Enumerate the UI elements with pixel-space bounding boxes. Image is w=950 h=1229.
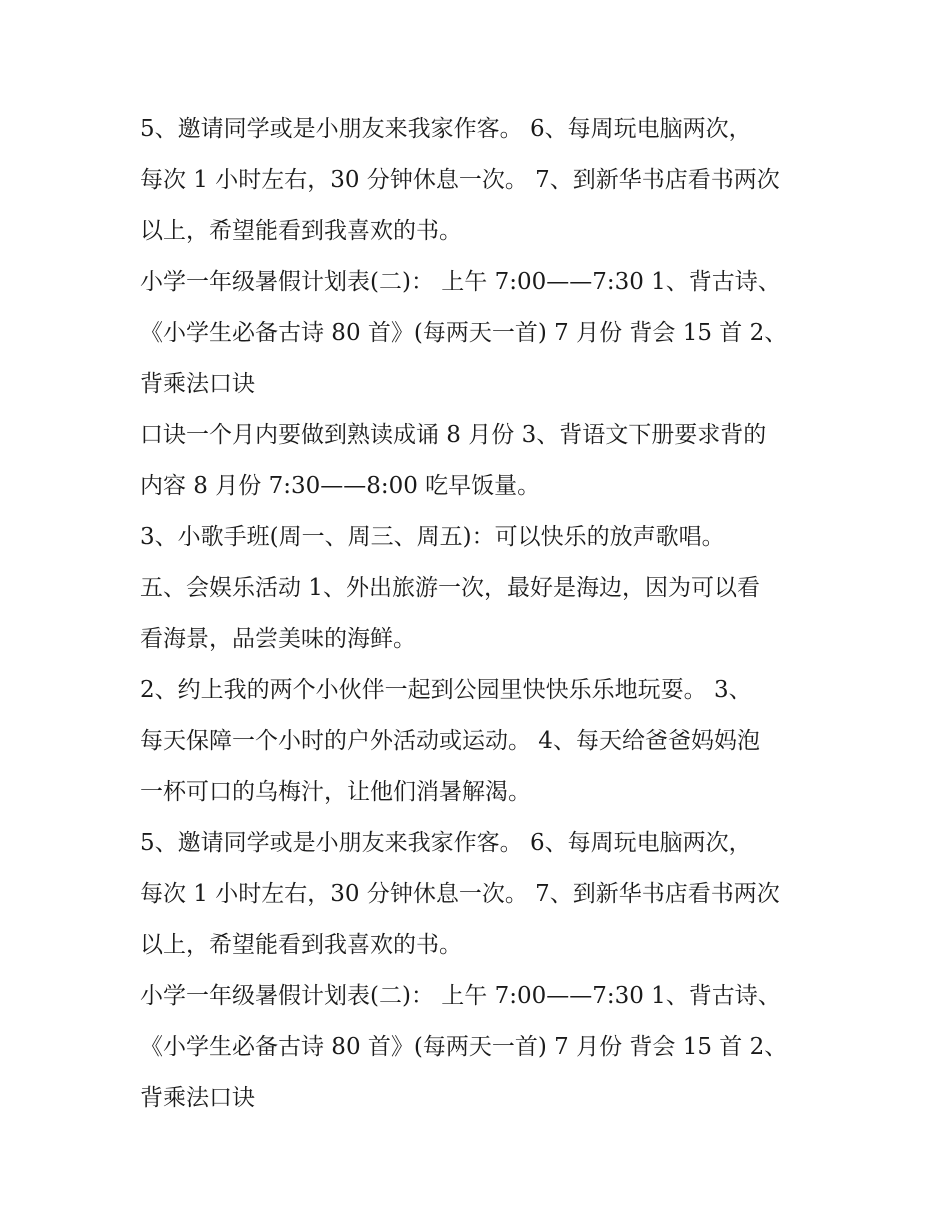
text-line: 以上，希望能看到我喜欢的书。 — [140, 218, 462, 244]
text-line: 小学一年级暑假计划表(二)： 上午 7:00——7:30 1、背古诗、 — [140, 983, 781, 1009]
text-line: 每天保障一个小时的户外活动或运动。 4、每天给爸爸妈妈泡 — [140, 728, 760, 754]
text-line: 背乘法口诀 — [140, 1085, 255, 1111]
text-line: 《小学生必备古诗 80 首》(每两天一首) 7 月份 背会 15 首 2、 — [140, 320, 788, 346]
text-line: 3、小歌手班(周一、周三、周五)：可以快乐的放声歌唱。 — [140, 524, 725, 550]
text-line: 以上，希望能看到我喜欢的书。 — [140, 932, 462, 958]
text-line: 看海景，品尝美味的海鲜。 — [140, 626, 416, 652]
document-body — [140, 104, 812, 1124]
text-line: 每次 1 小时左右，30 分钟休息一次。 7、到新华书店看书两次 — [140, 881, 780, 907]
text-line: 五、会娱乐活动 1、外出旅游一次，最好是海边，因为可以看 — [140, 575, 760, 601]
text-line: 《小学生必备古诗 80 首》(每两天一首) 7 月份 背会 15 首 2、 — [140, 1034, 788, 1060]
text-line: 每次 1 小时左右，30 分钟休息一次。 7、到新华书店看书两次 — [140, 167, 780, 193]
text-line: 5、邀请同学或是小朋友来我家作客。 6、每周玩电脑两次， — [140, 116, 752, 142]
text-line: 背乘法口诀 — [140, 371, 255, 397]
text-line: 2、约上我的两个小伙伴一起到公园里快快乐乐地玩耍。 3、 — [140, 677, 752, 703]
text-line: 内容 8 月份 7:30——8:00 吃早饭量。 — [140, 473, 541, 499]
text-line: 一杯可口的乌梅汁，让他们消暑解渴。 — [140, 779, 531, 805]
text-line: 小学一年级暑假计划表(二)： 上午 7:00——7:30 1、背古诗、 — [140, 269, 781, 295]
text-line: 5、邀请同学或是小朋友来我家作客。 6、每周玩电脑两次， — [140, 830, 752, 856]
text-line: 口诀一个月内要做到熟读成诵 8 月份 3、背语文下册要求背的 — [140, 422, 767, 448]
